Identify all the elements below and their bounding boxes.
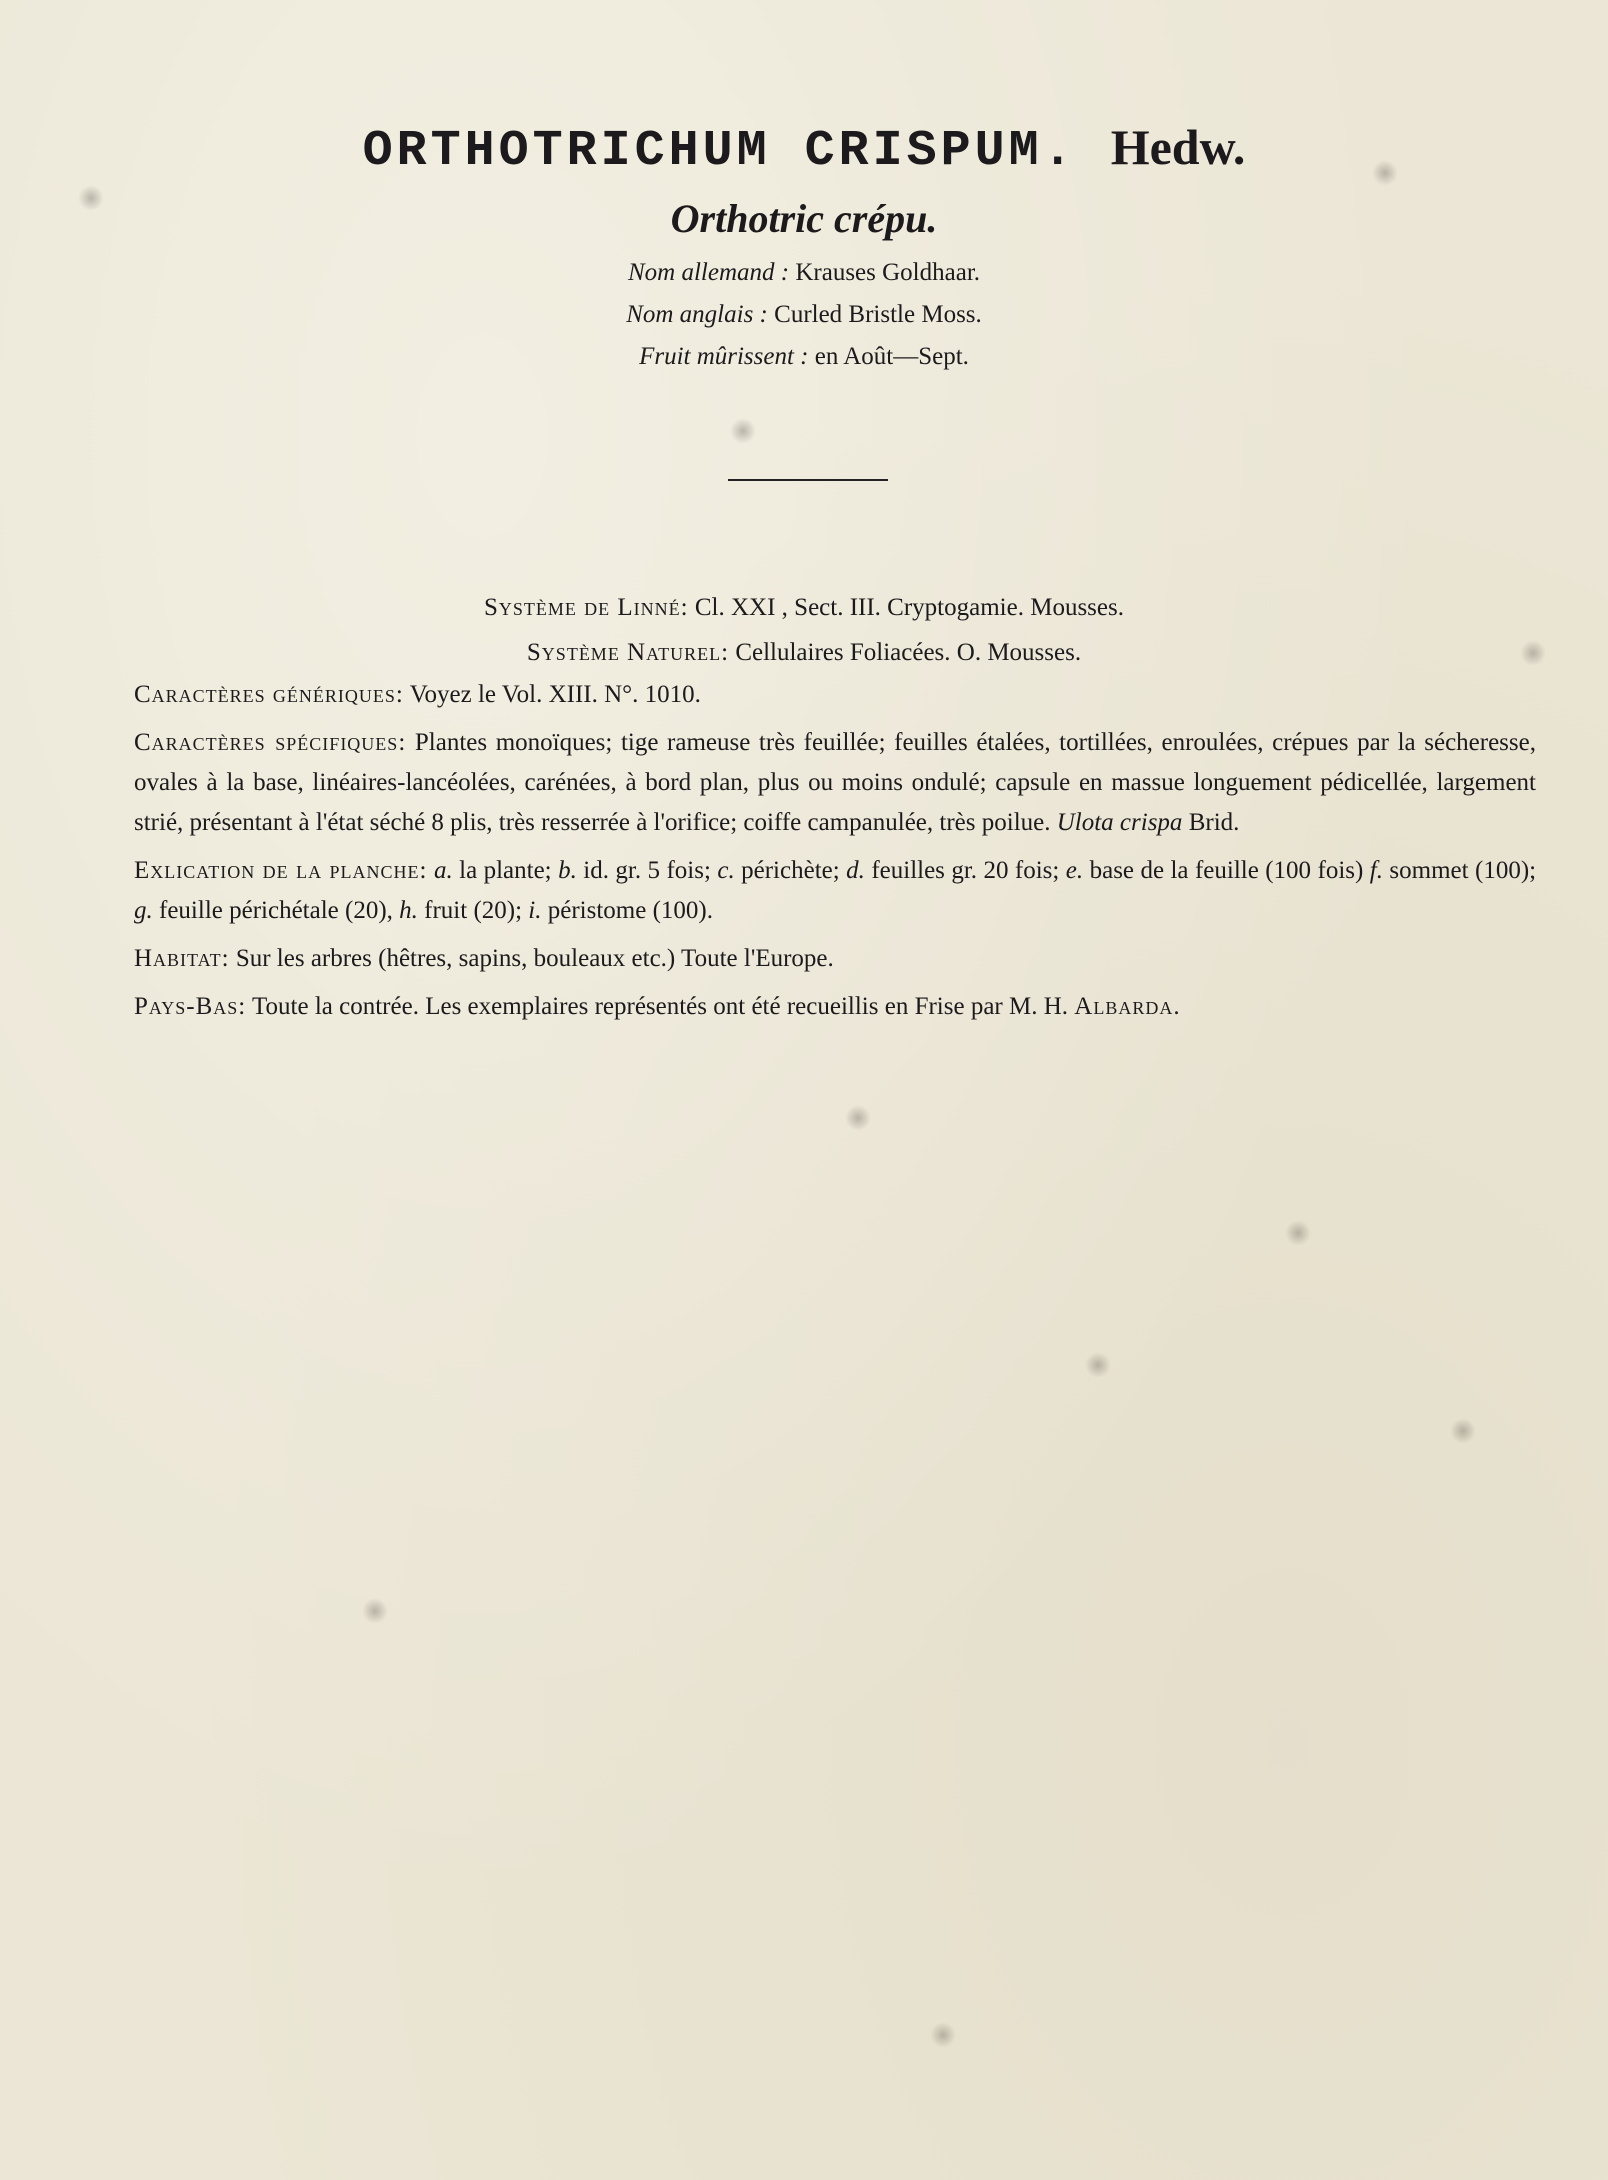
paragraph-label: Caractères génériques: <box>134 681 404 708</box>
figure-text: périchète; <box>741 857 840 884</box>
stain-spot <box>362 1598 388 1624</box>
name-english <box>0 294 1608 336</box>
synonym-name: Ulota crispa <box>1056 809 1183 836</box>
system-label: Système Naturel: <box>526 639 730 666</box>
paragraph-label: Exlication de la planche: <box>134 857 428 884</box>
figure-key: e. <box>1065 857 1084 884</box>
stain-spot <box>730 418 756 444</box>
figure-text: la plante; <box>459 857 552 884</box>
stain-spot <box>845 1105 871 1131</box>
collector-name: Albarda. <box>1074 993 1181 1020</box>
stain-spot <box>1085 1352 1111 1378</box>
name-label: Nom anglais : <box>626 301 768 328</box>
species-author: Hedw. <box>1110 119 1246 175</box>
figure-key: d. <box>846 857 865 884</box>
system-naturel <box>0 630 1608 675</box>
description-body <box>134 675 1536 1035</box>
figure-text: id. gr. 5 fois; <box>583 857 711 884</box>
figure-key: g. <box>134 897 153 924</box>
paragraph-label: Habitat: <box>134 945 230 972</box>
stain-spot <box>1285 1220 1311 1246</box>
name-label: Fruit mûrissent : <box>639 343 809 370</box>
common-name: Orthotric crépu. <box>670 196 938 241</box>
figure-key: i. <box>528 897 542 924</box>
figure-text: péristome (100). <box>547 897 713 924</box>
system-label: Système de Linné: <box>484 594 689 621</box>
system-linne <box>0 585 1608 630</box>
figure-text: sommet (100); <box>1389 857 1537 884</box>
figure-text: fruit (20); <box>424 897 523 924</box>
figure-text: feuille périchétale (20), <box>159 897 393 924</box>
page-title <box>0 118 1608 180</box>
name-german <box>0 252 1608 294</box>
paragraph-habitat <box>134 939 1536 979</box>
fruit-season <box>0 336 1608 378</box>
species-name: ORTHOTRICHUM CRISPUM. <box>362 123 1077 180</box>
figure-key: b. <box>558 857 577 884</box>
synonym-author: Brid. <box>1188 809 1240 836</box>
name-value: Curled Bristle Moss. <box>774 301 982 328</box>
figure-text: feuilles gr. 20 fois; <box>871 857 1060 884</box>
figure-key: a. <box>433 857 453 884</box>
paragraph-explication <box>134 851 1536 931</box>
vernacular-names <box>0 252 1608 378</box>
paragraph-label: Pays-Bas: <box>134 993 247 1020</box>
paragraph-specifiques <box>134 723 1536 843</box>
paragraph-text: Voyez le Vol. XIII. N°. 1010. <box>409 681 701 708</box>
name-value: Krauses Goldhaar. <box>795 259 981 286</box>
paragraph-text: Toute la contrée. Les exemplaires représentés ont été recueillis en Frise par M. H. <box>252 993 1069 1020</box>
paragraph-generiques <box>134 675 1536 715</box>
classification-systems <box>0 585 1608 675</box>
stain-spot <box>1450 1418 1476 1444</box>
system-value: Cl. XXI , Sect. III. Cryptogamie. Mousses. <box>694 594 1124 621</box>
paragraph-paysbas <box>134 987 1536 1027</box>
system-value: Cellulaires Foliacées. O. Mousses. <box>735 639 1082 666</box>
paragraph-text: Sur les arbres (hêtres, sapins, bouleaux etc.) Toute l'Europe. <box>235 945 834 972</box>
figure-key: c. <box>717 857 735 884</box>
figure-key: h. <box>399 897 418 924</box>
name-label: Nom allemand : <box>627 259 790 286</box>
paragraph-label: Caractères spécifiques: <box>134 729 407 756</box>
stain-spot <box>930 2022 956 2048</box>
divider <box>728 479 888 481</box>
figure-key: f. <box>1369 857 1383 884</box>
name-value: en Août—Sept. <box>814 343 969 370</box>
figure-text: base de la feuille (100 fois) <box>1089 857 1364 884</box>
paragraph-text: Plantes monoïques; tige rameuse très feuillée; feuilles étalées, tortillées, enroulées, crépues par la sécheresse, ovales à la base, linéaires-lancéolées, carénées, à bord plan, plus ou moins ondulé; capsule en massue longuement pédicellée, largement strié, présentant à l'état séché 8 plis, très resserrée à l'orifice; coiffe campanulée, très poilue. <box>134 729 1536 836</box>
